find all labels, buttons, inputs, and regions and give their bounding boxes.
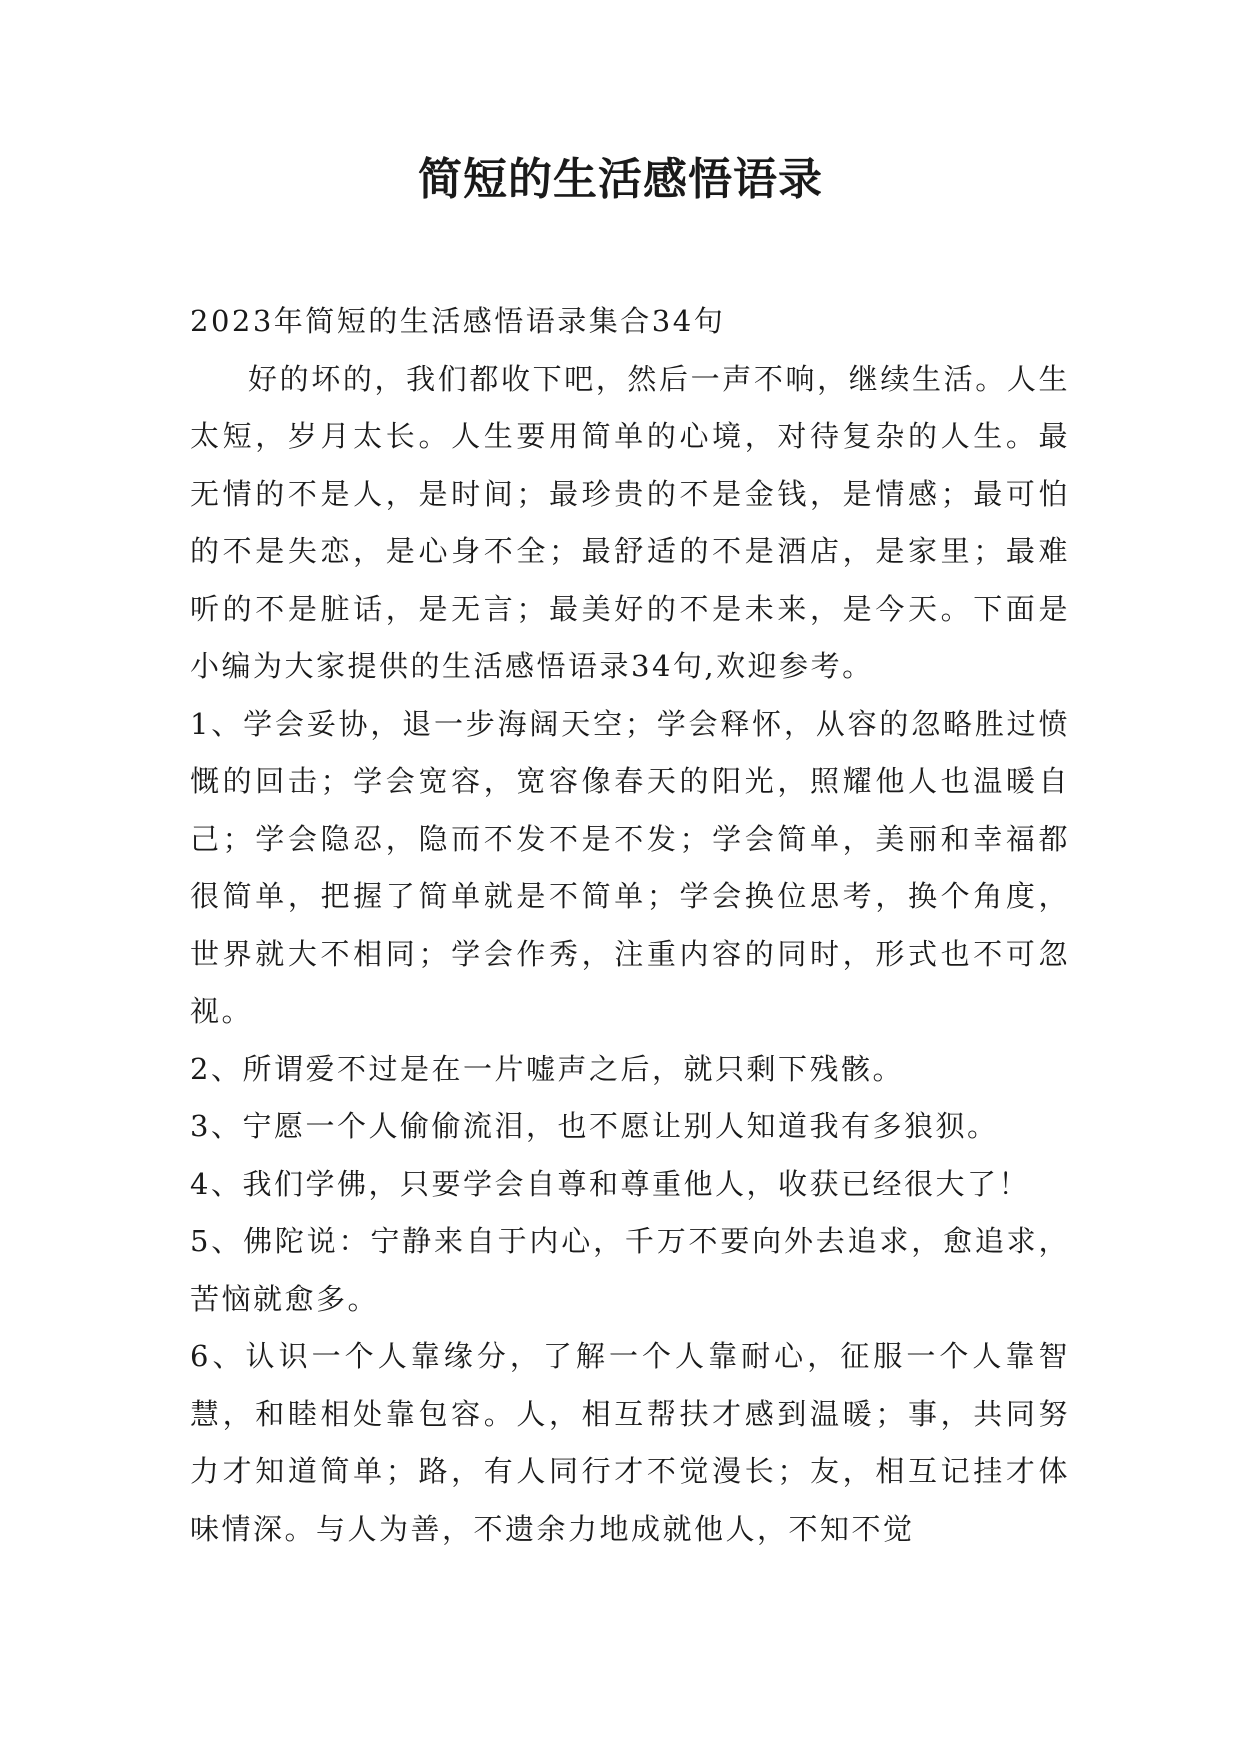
quote-item-1: 1、学会妥协，退一步海阔天空；学会释怀，从容的忽略胜过愤慨的回击；学会宽容，宽容像春天的阳光，照耀他人也温暖自己；学会隐忍，隐而不发不是不发；学会简单，美丽和幸福都很简单，把握了简单就是不简单；学会换位思考，换个角度，世界就大不相同；学会作秀，注重内容的同时，形式也不可忽视。 (190, 706, 1070, 1028)
quote-item-4: 4、我们学佛，只要学会自尊和尊重他人，收获已经很大了！ (190, 1166, 1030, 1201)
quote-item-2: 2、所谓爱不过是在一片嘘声之后，就只剩下残骸。 (190, 1051, 904, 1086)
document-subtitle: 2023年简短的生活感悟语录集合34句 (190, 304, 726, 338)
quote-item-6: 6、认识一个人靠缘分，了解一个人靠耐心，征服一个人靠智慧，和睦相处靠包容。人，相互帮扶才感到温暖；事，共同努力才知道简单；路，有人同行才不觉漫长；友，相互记挂才体味情深。与人为善，不遗余力地成就他人，不知不觉 (190, 1339, 1070, 1546)
quote-item-3: 3、宁愿一个人偷偷流泪，也不愿让别人知道我有多狼狈。 (190, 1109, 999, 1143)
document-body (190, 293, 1070, 1558)
document-title: 简短的生活感悟语录 (418, 154, 823, 205)
intro-paragraph: 好的坏的，我们都收下吧，然后一声不响，继续生活。人生太短，岁月太长。人生要用简单的心境，对待复杂的人生。最无情的不是人，是时间；最珍贵的不是金钱，是情感；最可怕的不是失恋，是心身不全；最舒适的不是酒店，是家里；最难听的不是脏话，是无言；最美好的不是未来，是今天。下面是小编为大家提供的生活感悟语录34句,欢迎参考。 (190, 361, 1070, 683)
quote-item-5: 5、佛陀说：宁静来自于内心，千万不要向外去追求，愈追求，苦恼就愈多。 (190, 1224, 1070, 1316)
